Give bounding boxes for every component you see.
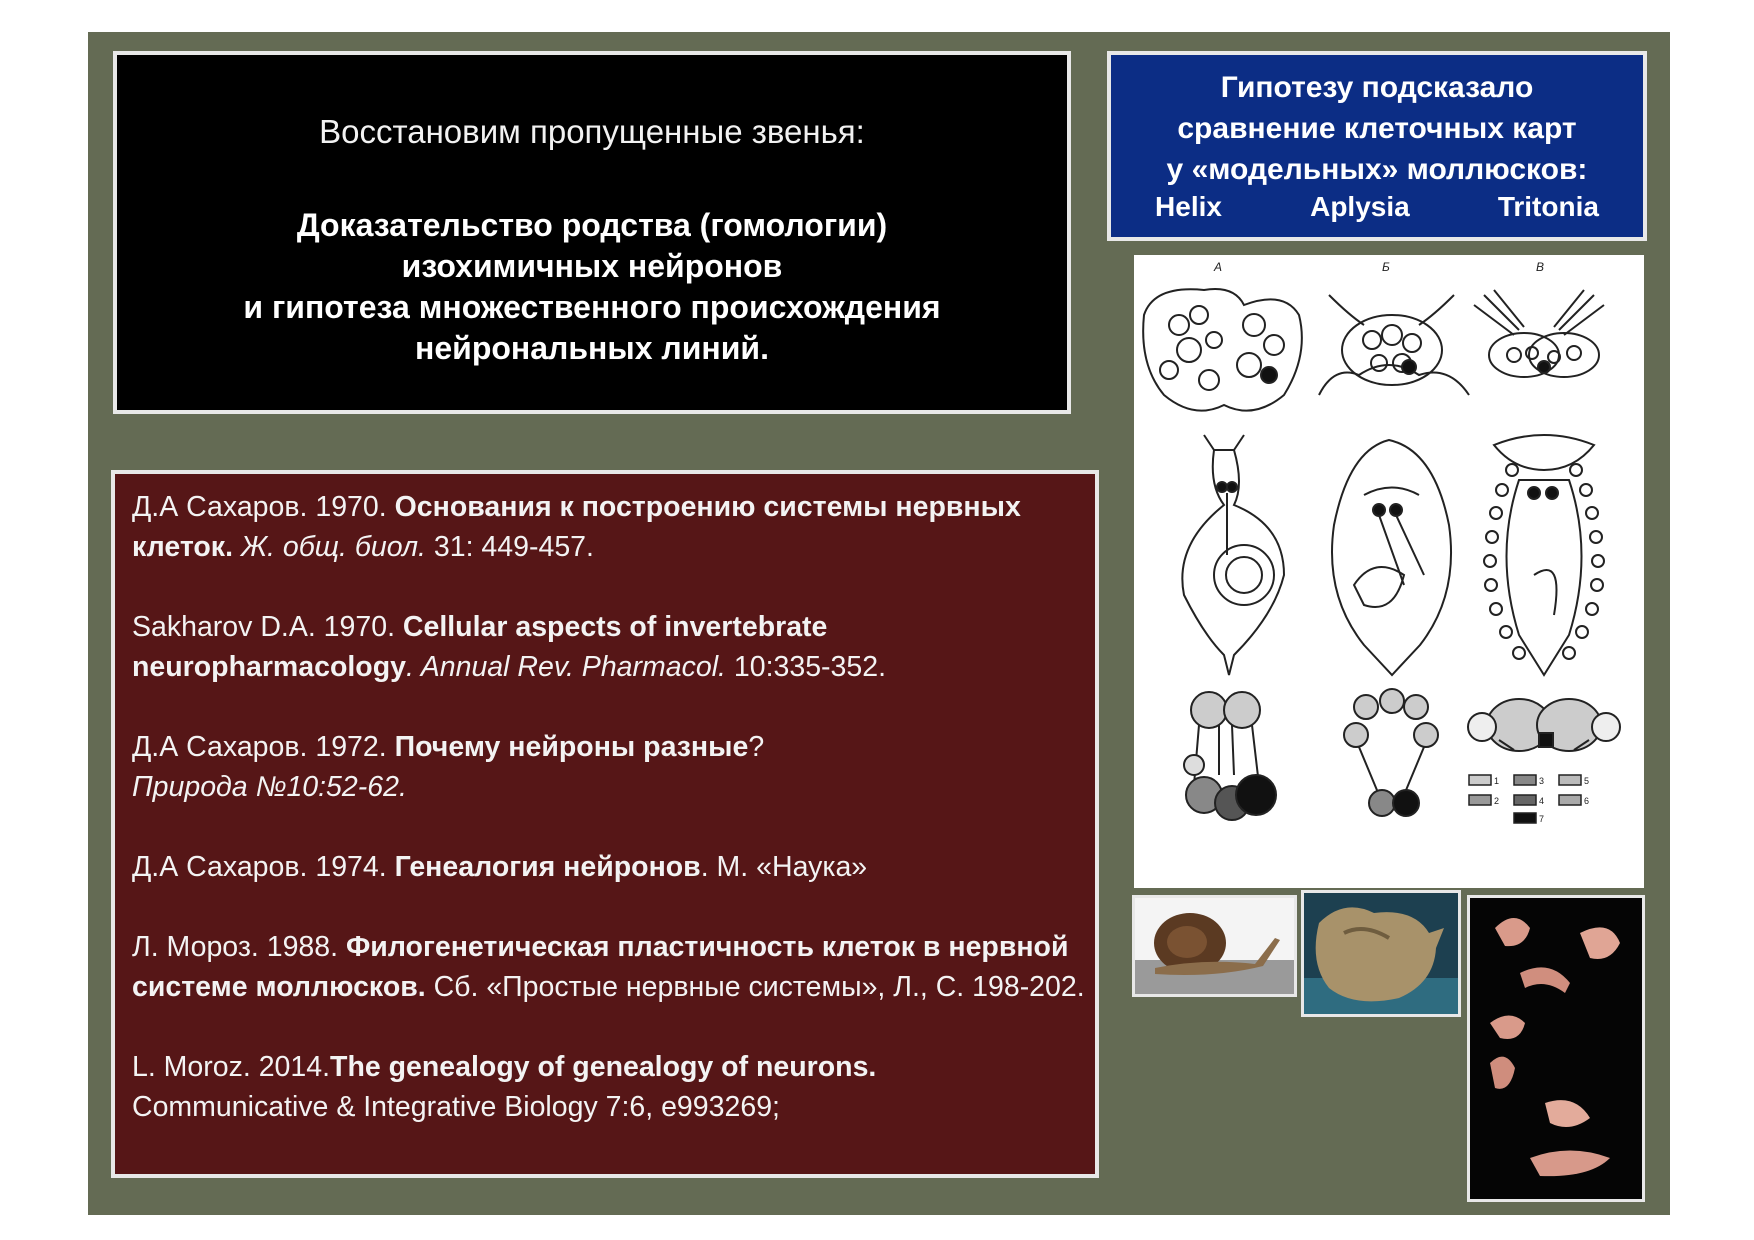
- column-label: Б: [1382, 260, 1390, 274]
- column-label: В: [1536, 260, 1545, 274]
- svg-text:7: 7: [1539, 814, 1545, 824]
- svg-text:4: 4: [1539, 796, 1545, 806]
- species-row: [1111, 190, 1643, 224]
- title-subtitle: Восстановим пропущенные звенья:: [319, 113, 865, 150]
- aplysia-photo: [1301, 890, 1461, 1017]
- svg-text:3: 3: [1539, 776, 1545, 786]
- svg-text:1: 1: [1494, 776, 1500, 786]
- title-line: изохимичных нейронов: [401, 248, 783, 284]
- slide: [88, 32, 1670, 1215]
- species-helix: Helix: [1155, 191, 1222, 222]
- tritonia-scheme-drawing: [1468, 699, 1620, 751]
- tritonia-gill-chain-drawing: [1484, 464, 1604, 659]
- svg-text:6: 6: [1584, 796, 1590, 806]
- title-main: [117, 205, 1067, 369]
- tritonia-ganglia-drawing: [1474, 290, 1604, 377]
- title-box: [113, 51, 1071, 414]
- helix-ganglia-drawing: [1143, 289, 1302, 411]
- species-tritonia: Tritonia: [1497, 191, 1599, 222]
- svg-text:2: 2: [1494, 796, 1500, 806]
- species-aplysia: Aplysia: [1310, 191, 1410, 222]
- snail-photo: [1132, 895, 1297, 997]
- title-line: Доказательство родства (гомологии): [296, 207, 888, 243]
- figure-legend: [1469, 775, 1589, 824]
- reference-item: Д.А Сахаров. 1972. Почему нейроны разные? Природа №10:52-62.: [132, 731, 765, 803]
- title-line: и гипотеза множественного происхождения: [243, 289, 941, 325]
- svg-text:5: 5: [1584, 776, 1590, 786]
- aplysia-scheme-drawing: [1344, 689, 1438, 816]
- tritonia-body-drawing: [1494, 435, 1594, 675]
- aplysia-ganglia-drawing: [1319, 295, 1469, 395]
- neuron-map-figure: [1134, 255, 1644, 888]
- hypothesis-line: сравнение клеточных карт: [1177, 112, 1577, 145]
- hypothesis-line: Гипотезу подсказало: [1220, 71, 1534, 104]
- hypothesis-box: [1107, 51, 1647, 241]
- reference-item: Sakharov D.A. 1970. Cellular aspects of invertebrate neuropharmacology. Annual Rev. Pharmacol. 10:335-352.: [132, 611, 887, 683]
- aplysia-body-drawing: [1332, 440, 1451, 675]
- tritonia-photo: [1467, 895, 1645, 1202]
- column-label: А: [1214, 260, 1223, 274]
- hypothesis-line: у «модельных» моллюсков:: [1166, 153, 1588, 186]
- helix-scheme-drawing: [1184, 692, 1276, 820]
- reference-item: Д.А Сахаров. 1970. Основания к построению системы нервных клеток. Ж. общ. биол. 31: 449-457.: [132, 491, 1021, 563]
- references-box: [111, 470, 1099, 1178]
- reference-item: Д.А Сахаров. 1974. Генеалогия нейронов. М. «Наука»: [132, 851, 868, 883]
- title-line: нейрональных линий.: [415, 330, 769, 366]
- reference-item: L. Moroz. 2014.The genealogy of genealogy of neurons. Communicative & Integrative Biology 7:6, e993269;: [132, 1051, 877, 1123]
- helix-body-drawing: [1182, 435, 1284, 675]
- reference-item: Л. Мороз. 1988. Филогенетическая пластичность клеток в нервной системе моллюсков. Сб. «Простые нервные системы», Л., С. 198-202.: [132, 931, 1085, 1003]
- neuron-map-drawing: [1134, 255, 1644, 888]
